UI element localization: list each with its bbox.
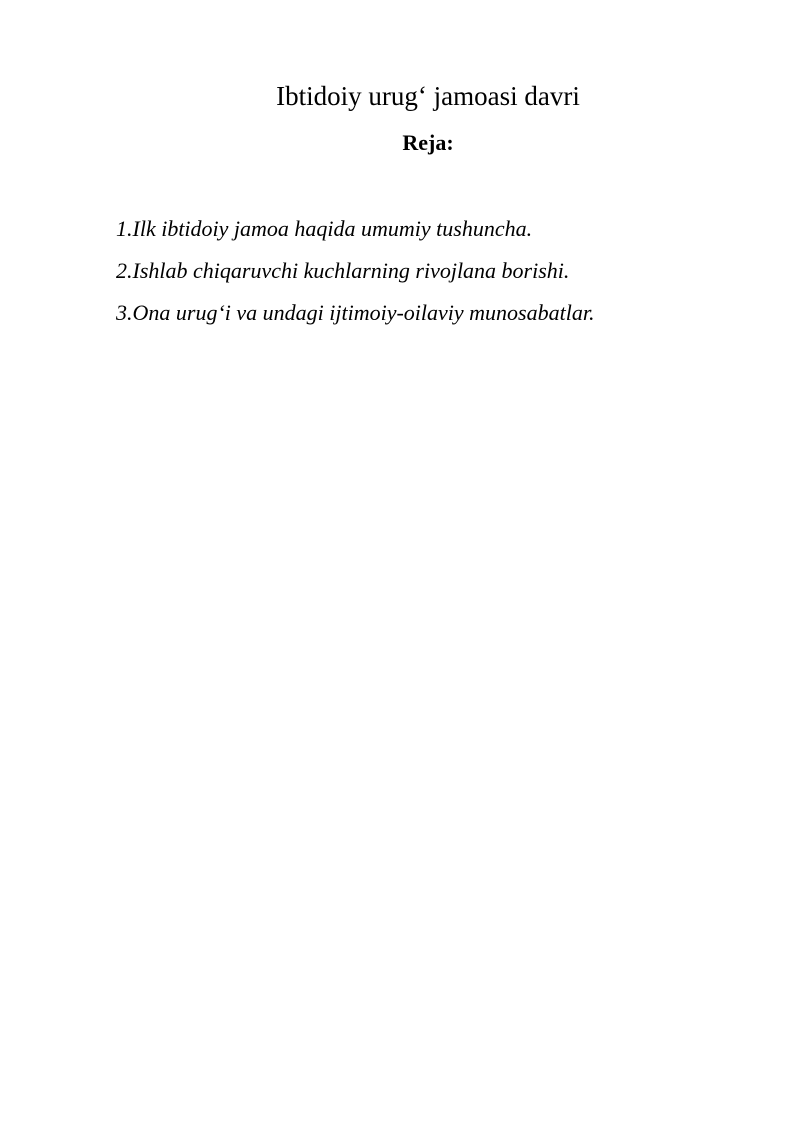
plan-list (116, 208, 594, 334)
plan-item-1: 1.Ilk ibtidoiy jamoa haqida umumiy tushuncha. (116, 216, 533, 241)
plan-item-2: 2.Ishlab chiqaruvchi kuchlarning rivojlana borishi. (116, 258, 570, 283)
plan-item-3: 3.Ona urug‘i va undagi ijtimoiy-oilaviy munosabatlar. (116, 300, 595, 325)
page-title: Ibtidoiy urug‘ jamoasi davri (276, 81, 580, 111)
plan-heading: Reja: (402, 130, 454, 155)
